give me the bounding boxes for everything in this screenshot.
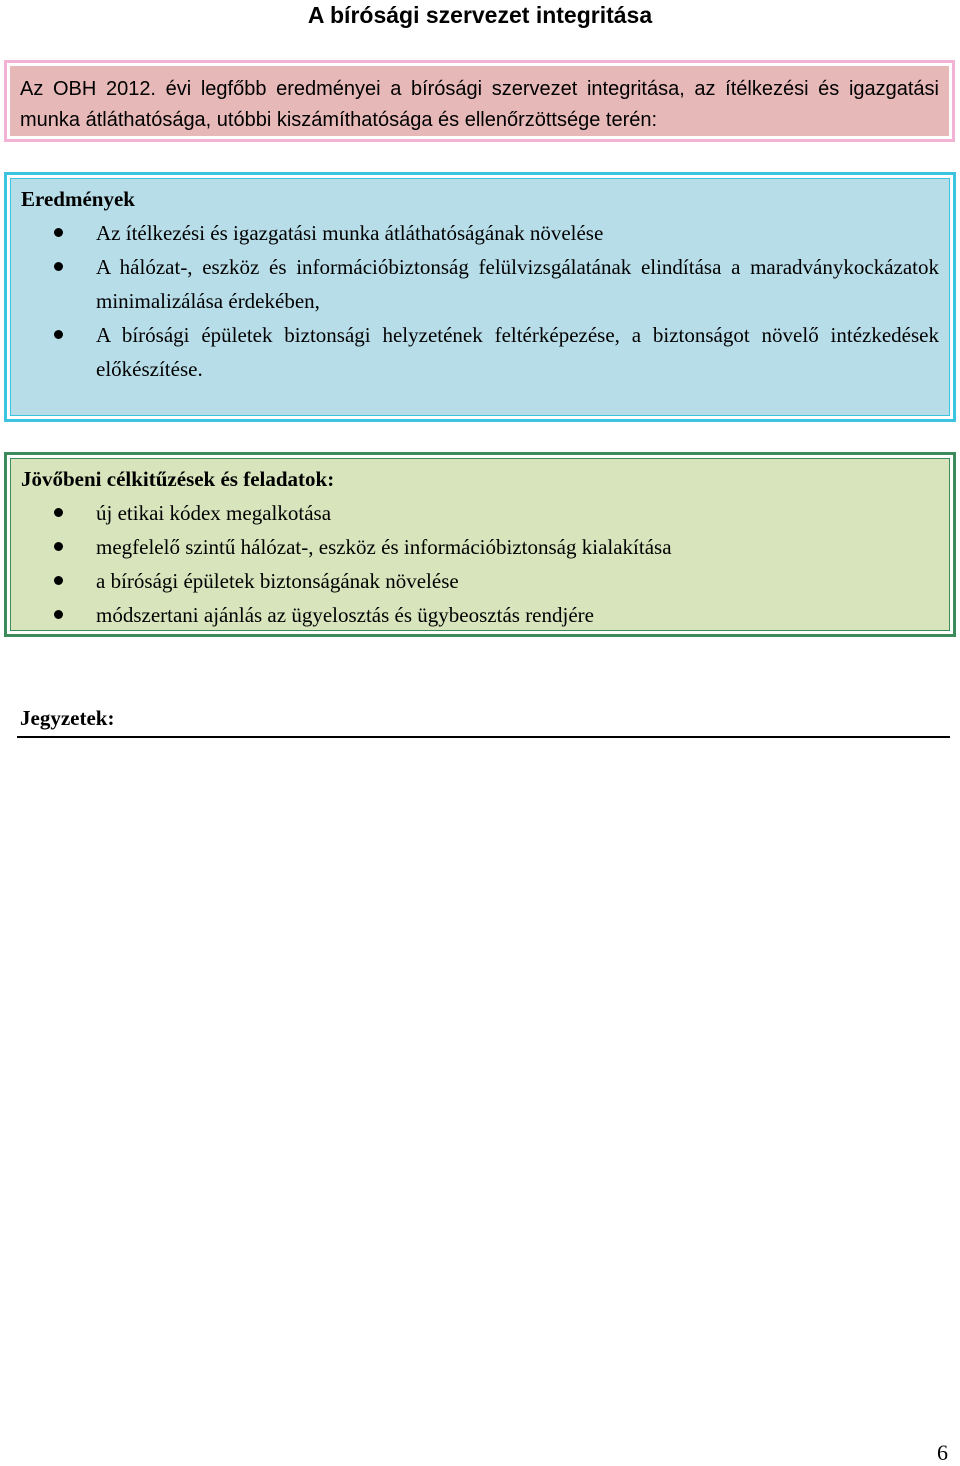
results-panel <box>10 178 950 416</box>
bullet-icon <box>54 508 63 517</box>
goals-list <box>21 496 939 632</box>
bullet-icon <box>54 542 63 551</box>
list-item-text: A hálózat-, eszköz és információbiztonság felülvizsgálatának elindítása a maradványkockázatok minimalizálása érdekében, <box>96 255 939 313</box>
list-item-text: új etikai kódex megalkotása <box>96 501 332 525</box>
goals-heading: Jövőbeni célkitűzések és feladatok: <box>21 467 335 491</box>
intro-box <box>4 60 955 142</box>
results-heading: Eredmények <box>21 187 135 211</box>
list-item <box>21 530 939 564</box>
bullet-icon <box>54 330 63 339</box>
page-number: 6 <box>937 1440 948 1465</box>
bullet-icon <box>54 576 63 585</box>
notes-heading: Jegyzetek: <box>20 706 115 730</box>
list-item <box>21 496 939 530</box>
bullet-icon <box>54 228 63 237</box>
bullet-icon <box>54 610 63 619</box>
list-item <box>21 216 939 250</box>
goals-panel <box>10 458 950 631</box>
page-title: A bírósági szervezet integritása <box>307 2 653 28</box>
list-item <box>21 250 939 318</box>
intro-text: Az OBH 2012. évi legfőbb eredményei a bírósági szervezet integritása, az ítélkezési és igazgatási munka átláthatósága, utóbbi kiszámíthatósága és ellenőrzöttsége terén: <box>10 66 949 136</box>
bullet-icon <box>54 262 63 271</box>
list-item-text: A bírósági épületek biztonsági helyzetének feltérképezése, a biztonságot növelő intézkedések előkészítése. <box>96 323 939 381</box>
list-item <box>21 598 939 632</box>
list-item <box>21 318 939 386</box>
list-item-text: a bírósági épületek biztonságának növelése <box>96 569 459 593</box>
list-item <box>21 564 939 598</box>
notes-divider <box>17 736 950 738</box>
list-item-text: megfelelő szintű hálózat-, eszköz és információbiztonság kialakítása <box>96 535 672 559</box>
results-box <box>4 172 956 422</box>
goals-box <box>4 452 956 637</box>
results-list <box>21 216 939 386</box>
list-item-text: módszertani ajánlás az ügyelosztás és ügybeosztás rendjére <box>96 603 594 627</box>
list-item-text: Az ítélkezési és igazgatási munka átláthatóságának növelése <box>96 221 604 245</box>
